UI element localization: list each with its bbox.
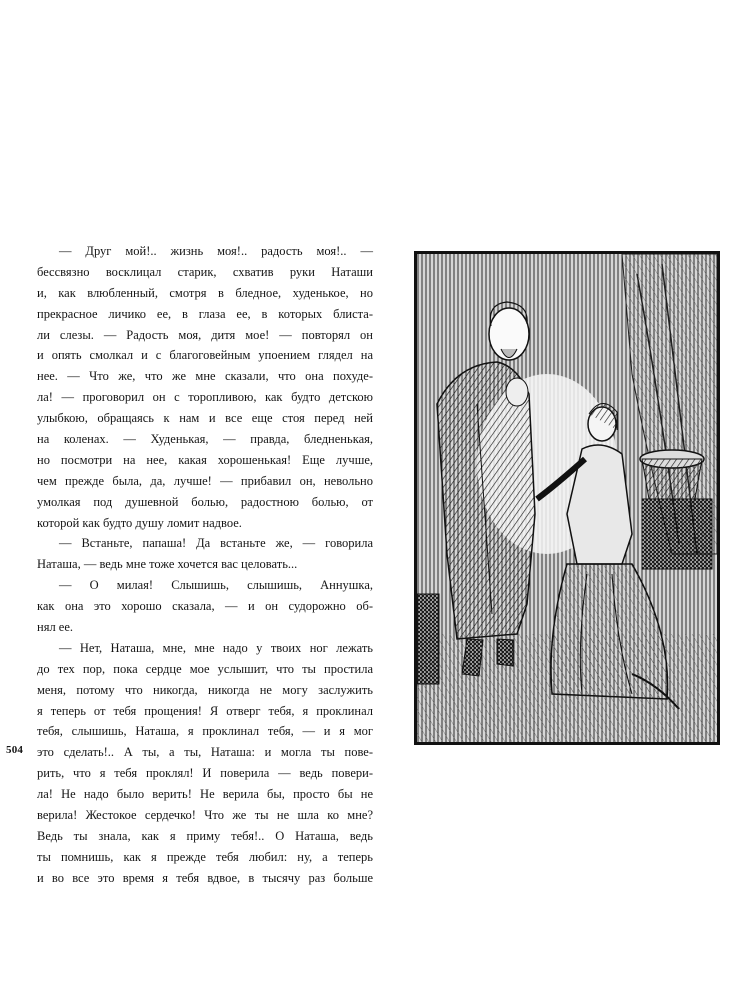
text-line: и во все это время я тебя вдвое, в тысячу раз больше	[37, 870, 373, 885]
engraving-illustration-icon	[417, 254, 717, 742]
text-line: ты помнишь, как я прежде тебя любил: ну, а теперь	[37, 849, 373, 864]
text-line: — Друг мой!.. жизнь моя!.. радость моя!.. —	[59, 244, 373, 258]
text-line: улыбкою, обращаясь к нам и все еще стоя перед ней	[37, 411, 373, 426]
text-line: рить, что я тебя проклял! И поверила — ведь повери-	[37, 766, 373, 781]
text-line: верила! Жестокое сердечко! Что же ты не шла ко мне?	[37, 808, 373, 823]
text-line: на коленах. — Худенькая, — правда, бледненькая,	[37, 432, 373, 447]
text-line: которой как будто душу ломит надвое.	[37, 515, 242, 530]
text-line: Ведь ты знала, как я приму тебя!.. О Наташа, ведь	[37, 828, 373, 843]
text-line: я теперь от тебя прощения! Я отверг тебя, я проклинал	[37, 703, 373, 718]
text-line: нее. — Что же, что же мне сказали, что она похуде-	[37, 369, 373, 384]
text-line: это сделать!.. А ты, а ты, Наташа: и могла ты пове-	[37, 745, 373, 760]
text-line: меня, потому что никогда, никогда не могу заслужить	[37, 682, 373, 697]
text-line: и опять смолкал и с благоговейным упоением глядел на	[37, 348, 373, 363]
text-line: бессвязно восклицал старик, схватив руки Наташи	[37, 264, 373, 279]
text-line: прекрасное личико ее, в глаза ее, в которых блиста-	[37, 306, 373, 321]
text-line: тебя, слышишь, Наташа, я проклинал тебя, — и я мог	[37, 724, 373, 739]
text-line: ла! — проговорил он с торопливою, как будто детскою	[37, 390, 373, 405]
text-line: — Нет, Наташа, мне, мне надо у твоих ног лежать	[59, 640, 373, 655]
text-line: Наташа, — ведь мне тоже хочется вас целовать...	[37, 557, 298, 572]
illustration-frame	[414, 251, 720, 745]
text-line: ли слезы. — Радость моя, дитя мое! — повторял он	[37, 327, 373, 342]
text-line: как она это хорошо сказала, — и он судорожно об-	[37, 599, 373, 614]
text-line: умолкая под душевной болью, радостною болью, от	[37, 494, 373, 509]
text-line: но посмотри на нее, какая хорошенькая! Еще лучше,	[37, 452, 373, 467]
text-line: чем прежде была, да, лучше! — прибавил он, невольно	[37, 473, 373, 488]
text-line: до тех пор, пока сердце мое услышит, что ты простила	[37, 661, 373, 676]
text-line: нял ее.	[37, 620, 74, 635]
text-line: ла! Не надо было верить! Не верила бы, просто бы не	[37, 787, 373, 802]
text-line: — О милая! Слышишь, слышишь, Аннушка,	[59, 578, 373, 593]
text-line: и, как влюбленный, смотря в бледное, худенькое, но	[37, 285, 373, 300]
page-number: 504	[6, 744, 24, 756]
text-line: — Встаньте, папаша! Да встаньте же, — говорила	[59, 536, 373, 551]
text-column	[37, 241, 373, 889]
